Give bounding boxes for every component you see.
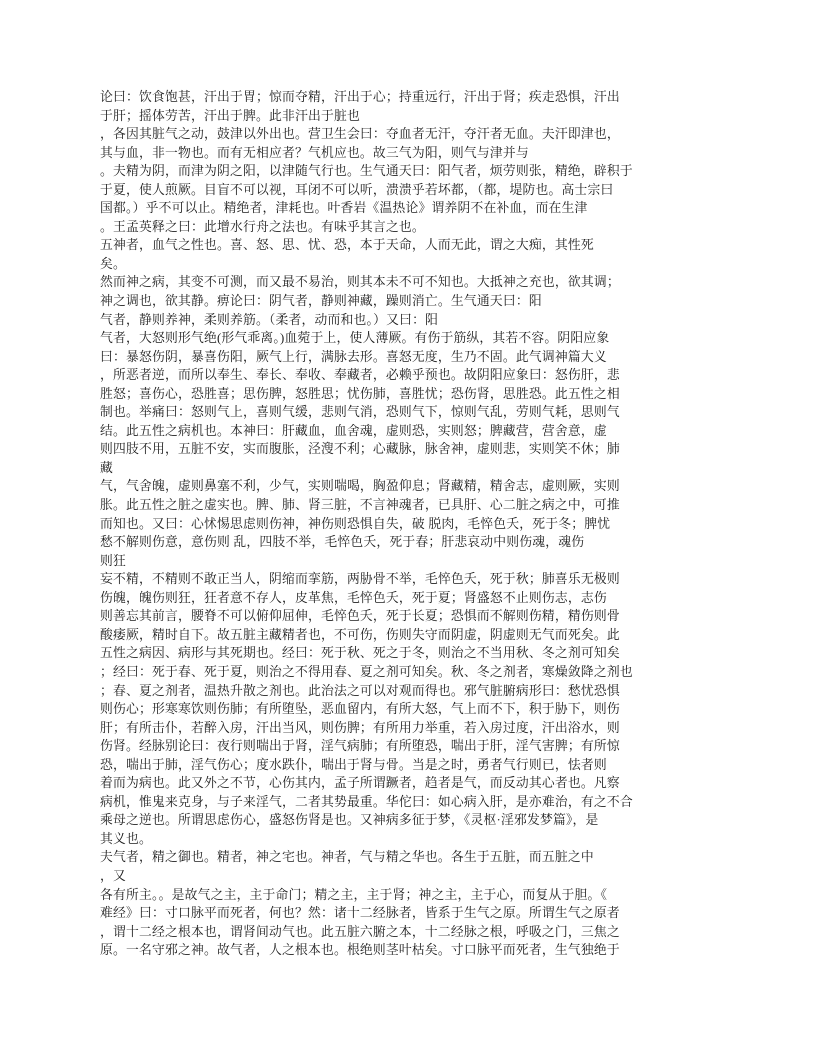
text-line: 愁不解则伤意，意伤则 乱，四肢不举，毛悴色夭，死于春；肝悲哀动中则伤魂，魂伤 — [100, 535, 585, 550]
text-line: 国都。）乎不可以止。精绝者，津耗也。叶香岩《温热论》谓养阴不在补血，而在生津 — [100, 201, 588, 216]
text-line: 气者，静则养神，柔则养筋。（柔者，动而和也。）又曰：阳 — [100, 312, 439, 327]
text-line: 胜怒；喜伤心，恐胜喜；思伤脾，怒胜思；忧伤肺，喜胜忧；恐伤肾，思胜恐。此五性之相 — [100, 386, 620, 401]
text-line: 而知也。又曰：心怵惕思虑则伤神，神伤则恐惧自失，破 脱肉，毛悴色夭，死于冬；脾忧 — [100, 516, 611, 531]
text-line: 伤魄，魄伤则狂，狂者意不存人，皮革焦，毛悴色夭，死于夏；肾盛怒不止则伤志，志伤 — [100, 590, 607, 605]
text-line: 夫气者，精之御也。精者，神之宅也。神者，气与精之华也。各生于五脏，而五脏之中 — [100, 850, 594, 865]
text-line: 妄不精，不精则不敢正当人，阴缩而挛筋，两胁骨不举，毛悴色夭，死于秋；肺喜乐无极则 — [100, 572, 620, 587]
text-line: ，各因其脏气之动，鼓津以外出也。营卫生会曰：夺血者无汗，夺汗者无血。夫汗即津也， — [100, 127, 620, 142]
document-text — [100, 88, 726, 960]
text-line: 矣。 — [100, 256, 126, 271]
text-line: ，谓十二经之根本也，谓肾间动气也。此五脏六腑之本，十二经脉之根，呼吸之门，三焦之 — [100, 924, 620, 939]
text-line: 其与血，非一物也。而有无相应者？气机应也。故三气为阳，则气与津并与 — [100, 145, 529, 160]
text-line: 则伤心；形寒寒饮则伤肺；有所堕坠，恶血留内，有所大怒，气上而不下，积于胁下，则伤 — [100, 702, 620, 717]
text-line: 胀。此五性之脏之虚实也。脾、肺、肾三脏，不言神魂者，已具肝、心二脏之病之中，可推 — [100, 498, 620, 513]
text-line: 。夫精为阴，而津为阴之阳，以津随气行也。生气通天曰：阳气者，烦劳则张，精绝，辟积于 — [100, 164, 633, 179]
text-line: 制也。举痛曰：怒则气上，喜则气缓，悲则气消，恐则气下，惊则气乱，劳则气耗，思则气 — [100, 405, 620, 420]
text-line: 于夏，使人煎厥。目盲不可以视，耳闭不可以听，溃溃乎若坏都，（都，堤防也。高士宗曰 — [100, 182, 614, 197]
text-line: 于肝；摇体劳苦，汗出于脾。此非汗出于脏也 — [100, 108, 360, 123]
text-line: 难经》曰：寸口脉平而死者，何也？然：诸十二经脉者，皆系于生气之原。所谓生气之原者 — [100, 906, 620, 921]
text-line: 乘母之逆也。所谓思虑伤心，盛怒伤肾是也。又神病多征于梦，《灵枢·淫邪发梦篇》，是 — [100, 813, 599, 828]
text-line: ；经曰：死于春、死于夏，则治之不得用春、夏之剂可知矣。秋、冬之剂者，寒燥敛降之剂也 — [100, 664, 633, 679]
text-line: 则狂 — [100, 553, 126, 568]
text-line: 病机，惟鬼来克身，与子来淫气，二者其势最重。华佗曰：如心病入肝，是亦难治，有之不合 — [100, 794, 633, 809]
text-line: 伤肾。经脉别论曰：夜行则喘出于肾，淫气病肺；有所堕恐，喘出于肝，淫气害脾；有所惊 — [100, 739, 620, 754]
text-line: 藏 — [100, 460, 113, 475]
text-line: 神之调也，欲其静。痹论曰：阴气者，静则神藏，躁则消亡。生气通天曰：阳 — [100, 294, 542, 309]
text-line: 曰：暴怒伤阴，暴喜伤阳，厥气上行，满脉去形。喜怒无度，生乃不固。此气调神篇大义 — [100, 349, 607, 364]
text-line: 五神者，血气之性也。喜、怒、思、忧、恐，本于天命，人而无此，谓之大痴，其性死 — [100, 238, 594, 253]
text-line: 结。此五性之病机也。本神曰：肝藏血，血舍魂，虚则恐，实则怒；脾藏营，营舍意，虚 — [100, 423, 607, 438]
text-line: ，又 — [100, 868, 126, 883]
text-line: 则四肢不用，五脏不安，实而腹胀，泾溲不利；心藏脉，脉舍神，虚则悲，实则笑不休；肺 — [100, 442, 620, 457]
text-line: 气，气舍魄，虚则鼻塞不利，少气，实则喘喝，胸盈仰息；肾藏精，精舍志，虚则厥，实则 — [100, 479, 620, 494]
text-line: 论曰：饮食饱甚，汗出于胃；惊而夺精，汗出于心；持重远行，汗出于肾；疾走恐惧，汗出 — [100, 90, 620, 104]
text-line: ；春、夏之剂者，温热升散之剂也。此治法之可以对观而得也。邪气脏腑病形曰：愁忧恐惧 — [100, 683, 620, 698]
text-line: 五性之病因、病形与其死期也。经曰：死于秋、死之于冬，则治之不当用秋、冬之剂可知矣 — [100, 646, 620, 661]
text-line: 气者，大怒则形气绝(形气乖离。)血菀于上，使人薄厥。有伤于筋纵，其若不容。阴阳应象 — [100, 331, 610, 346]
text-line: ，所恶者逆，而所以奉生、奉长、奉收、奉藏者，必赖乎预也。故阴阳应象曰：怒伤肝，悲 — [100, 368, 620, 383]
text-line: 着而为病也。此又外之不节，心伤其内，孟子所谓蹶者，趋者是气，而反动其心者也。凡察 — [100, 776, 620, 791]
text-line: 则善忘其前言，腰脊不可以俯仰屈伸，毛悴色夭，死于长夏；恐惧而不解则伤精，精伤则骨 — [100, 609, 620, 624]
text-line: 恐，喘出于肺，淫气伤心；度水跌仆，喘出于肾与骨。当是之时，勇者气行则已，怯者则 — [100, 757, 607, 772]
text-line: 。王孟英释之曰：此增水行舟之法也。有味乎其言之也。 — [100, 219, 425, 234]
text-line: 然而神之病，其变不可测，而又最不易治，则其本未不可不知也。大抵神之充也，欲其调； — [100, 275, 620, 290]
text-line: 酸痿厥，精时自下。故五脏主藏精者也，不可伤，伤则失守而阴虚，阴虚则无气而死矣。此 — [100, 627, 620, 642]
text-line: 各有所主。。是故气之主，主于命门；精之主，主于肾；神之主，主于心，而复从于胆。《 — [100, 887, 608, 902]
text-line: 原。一名守邪之神。故气者，人之根本也。根绝则茎叶枯矣。寸口脉平而死者，生气独绝于 — [100, 943, 620, 958]
text-line: 其义也。 — [100, 831, 152, 846]
text-line: 肝；有所击仆，若醉入房，汗出当风，则伤脾；有所用力举重，若入房过度，汗出浴水，则 — [100, 720, 620, 735]
